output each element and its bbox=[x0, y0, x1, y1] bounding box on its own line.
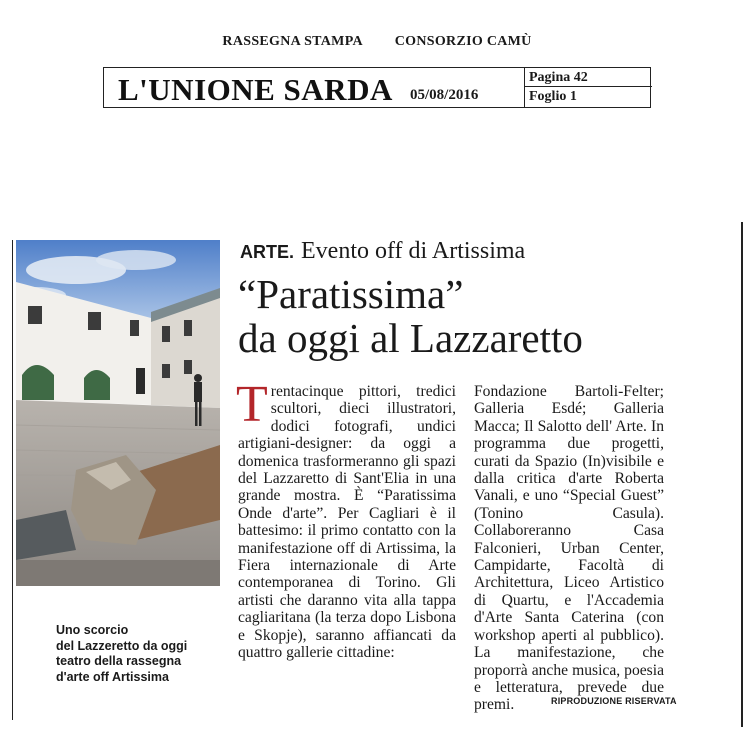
headline-line-2: da oggi al Lazzaretto bbox=[238, 315, 583, 361]
sheet-number: Foglio 1 bbox=[529, 89, 577, 104]
article-kicker bbox=[240, 238, 525, 265]
drop-cap: T bbox=[236, 376, 268, 433]
publication-date: 05/08/2016 bbox=[410, 87, 479, 103]
reproduction-notice: RIPRODUZIONE RISERVATA bbox=[551, 696, 677, 706]
article-column-1 bbox=[236, 376, 456, 662]
kicker-tag: ARTE. bbox=[240, 242, 294, 262]
press-review-header bbox=[0, 34, 754, 50]
caption-line: d'arte off Artissima bbox=[56, 669, 169, 684]
article-column-2 bbox=[474, 383, 664, 714]
caption-line: Uno scorcio bbox=[56, 623, 129, 637]
page-number: Pagina 42 bbox=[525, 68, 652, 87]
article-headline bbox=[238, 272, 583, 360]
right-column-rule bbox=[741, 222, 743, 727]
column-2-text: Fondazione Bartoli-Felter; Galleria Esdé; Galleria Macca; Il Salotto dell' Arte. In programma due progetti, curati da Spazio (In)visibile e dalla critica d'arte Roberta Vanali, e uno “Special Guest” (Tonino Casula). Collaboreranno Casa Falconieri, Urban Center, Campidarte, Facoltà di Architettura, Liceo Artistico di Quartu, e l'Accademia d'Arte Santa Caterina (con workshop aperti al pubblico). La manifestazione, che proporrà anche musica, poesia e letteratura, prevede due premi. bbox=[474, 383, 664, 714]
header-rassegna: RASSEGNA STAMPA bbox=[222, 34, 363, 49]
left-column-rule bbox=[12, 240, 13, 720]
newspaper-name: L'UNIONE SARDA bbox=[118, 72, 393, 107]
photo-caption bbox=[56, 623, 226, 685]
lazzaretto-photo bbox=[16, 240, 220, 586]
kicker-text: Evento off di Artissima bbox=[301, 238, 526, 264]
caption-line: del Lazzeretto da oggi bbox=[56, 638, 188, 653]
caption-line: teatro della rassegna bbox=[56, 654, 182, 668]
headline-line-1: “Paratissima” bbox=[238, 271, 464, 317]
header-consorzio: CONSORZIO CAMÙ bbox=[394, 34, 532, 49]
column-1-text: rentacinque pittori, tredici scultori, dieci illustratori, dodici fotografi, undici artigiani-designer: da oggi a domenica trasformeranno gli spazi del Lazzaretto di Sant'Elia in una grande mostra. È “Paratissima Onde d'arte”. Per Cagliari è il battesimo: il primo contatto con la manifestazione off di Artissima, la Fiera internazionale di Arte contemporanea di Torino. Gli artisti che daranno vita alla tappa cagliaritana (la terza dopo Lisbona e Skopje), saranno affiancati da quattro gallerie cittadine: bbox=[238, 383, 456, 662]
masthead-box bbox=[103, 67, 651, 108]
page-info bbox=[524, 68, 652, 107]
